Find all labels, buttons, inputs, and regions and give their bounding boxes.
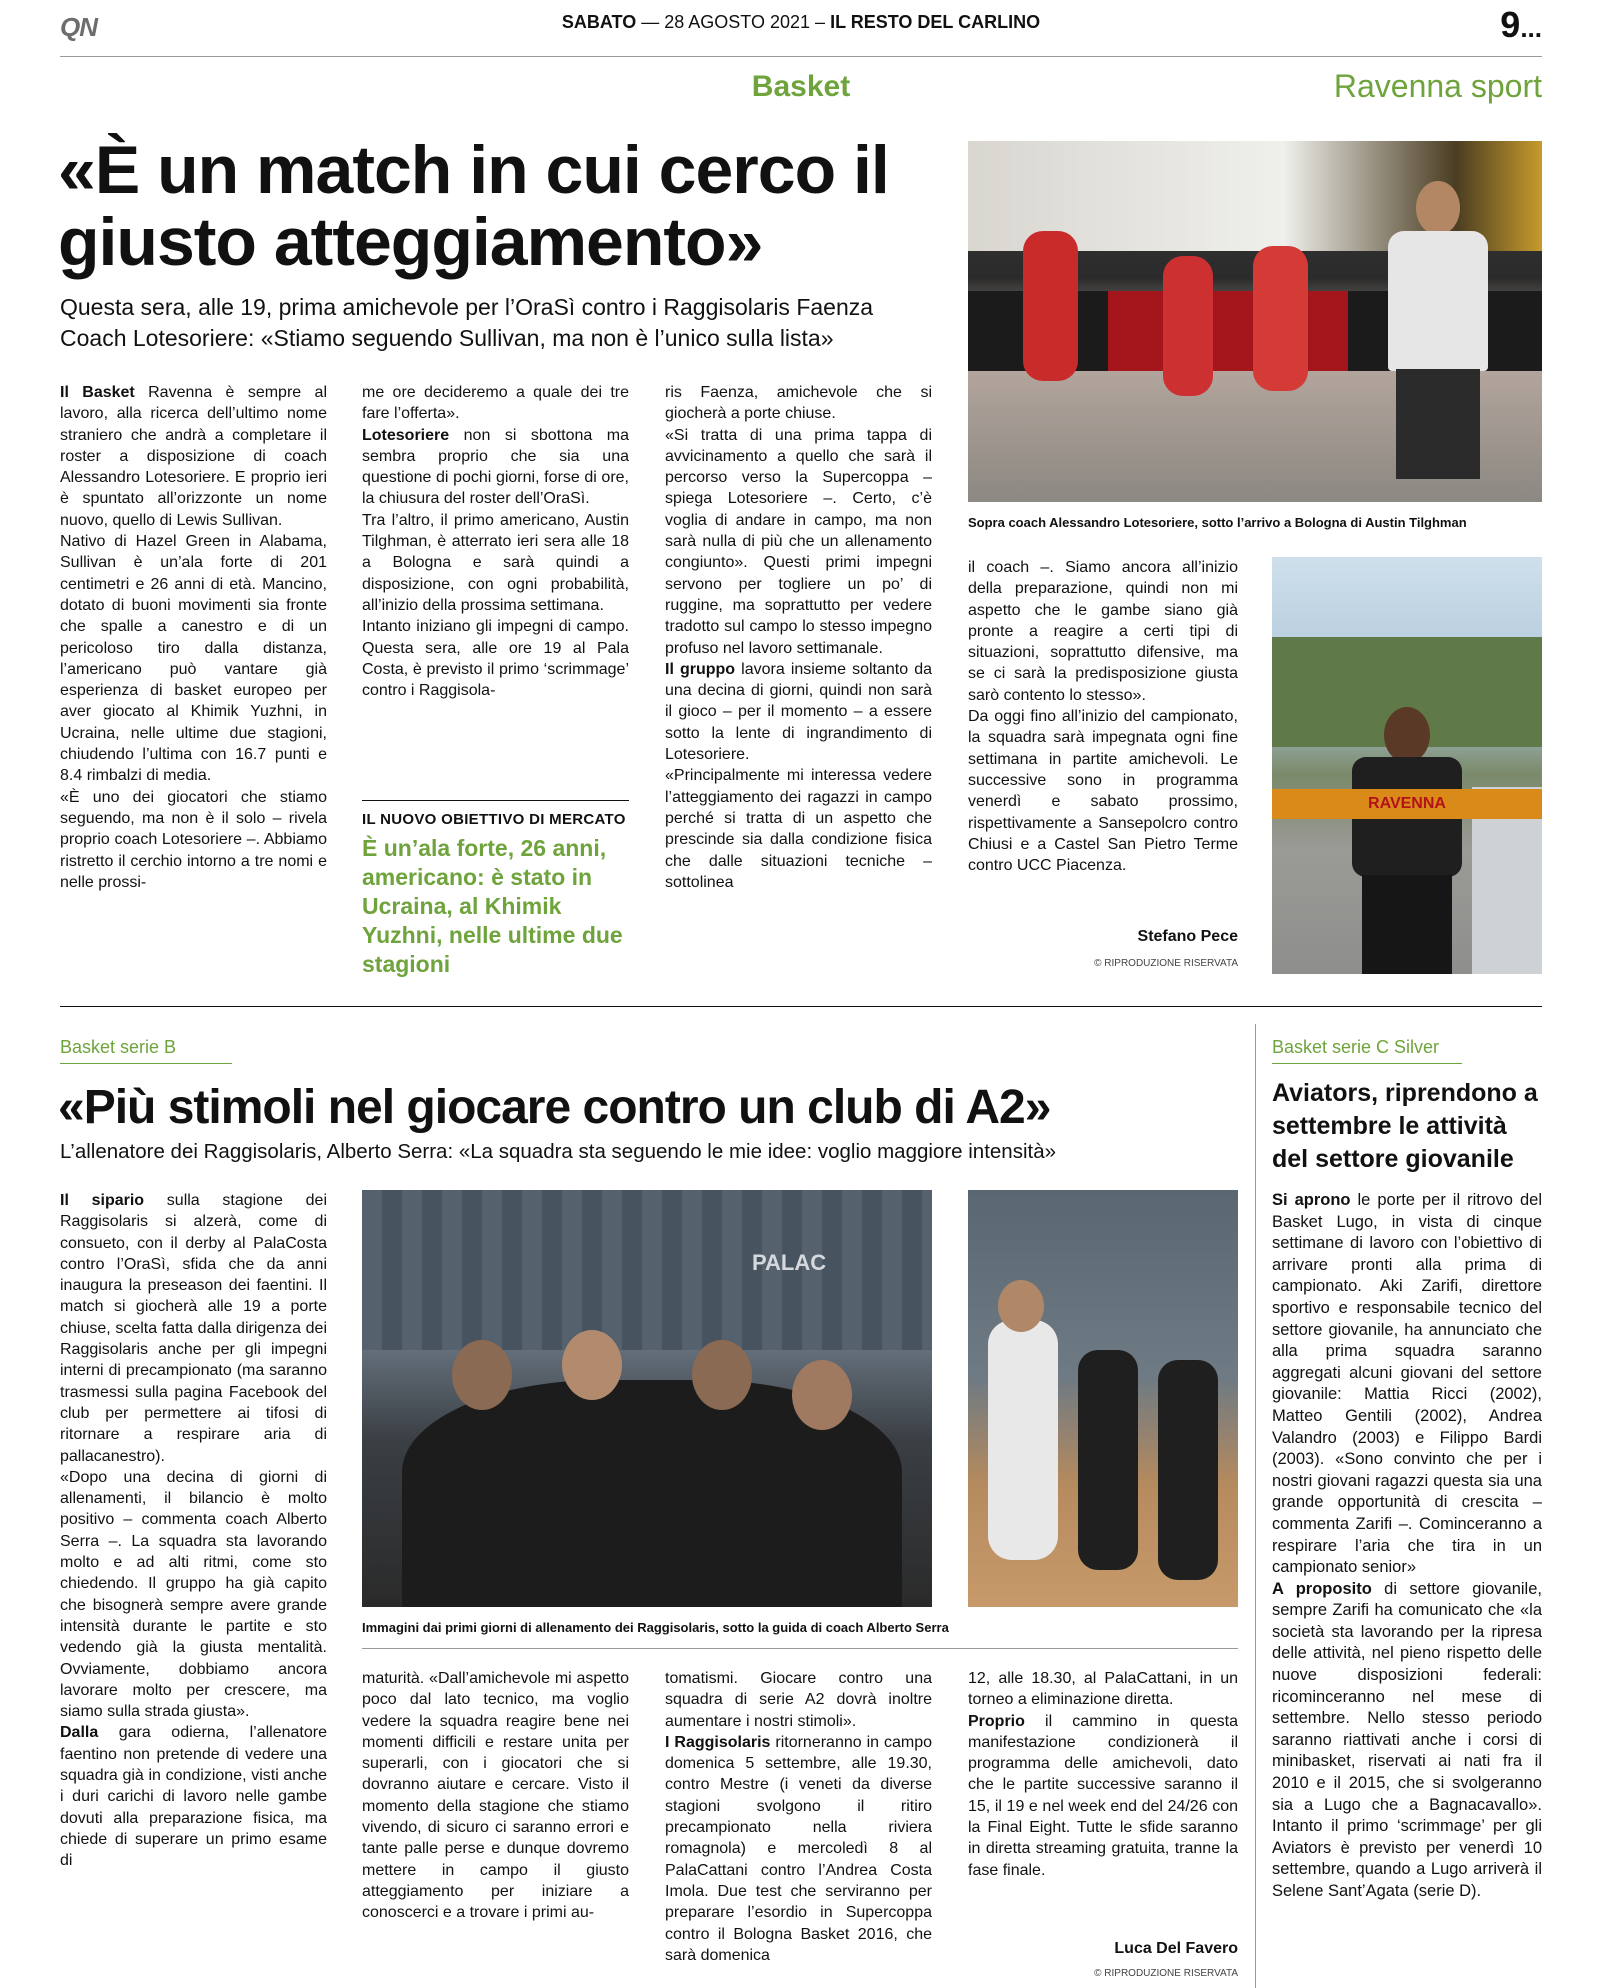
qn-logo: QN <box>60 12 97 42</box>
article1-copyright: © RIPRODUZIONE RISERVATA <box>1094 958 1238 969</box>
photo-tilghman <box>1272 557 1542 974</box>
photo-arena-text: PALAC <box>752 1250 827 1275</box>
article2-col1: Il sipario sulla stagione dei Raggisolaris si alzerà, come di consueto, con il derby al PalaCosta contro l’OraSì, sfida che da anni inaugura la preseason dei faentini. Il match si giocherà alle 19 a porte chiuse, scelta fatta dalla dirigenza dei Raggisolaris anche per gli impegni interni di precampionato (ma saranno trasmessi sulla pagina Facebook del club per permettere ai tifosi di ritornare a respirare aria di pallacanestro). «Dopo una decina di giorni di allenamenti, il bilancio è molto positivo – commenta coach Alberto Serra –. La squadra sta lavorando molto e ad alti ritmi, come sto chiedendo. Il gruppo ha già capito che bisognerà sempre avere grande intensità durante le partite e sto vedendo già la giusta mentalità. Ovviamente, dobbiamo ancora lavorare molto per crescere, ma siamo sulla strada giusta». Dalla gara odierna, l’allenatore faentino non pretende di vedere una squadra già in condizione, visti anche i duri carichi di lavoro nelle gambe dovuti alla preparazione fisica, ma chiede di superare un primo esame di <box>60 1192 327 1870</box>
article2-subhead: L’allenatore dei Raggisolaris, Alberto Serra: «La squadra sta seguendo le mie idee: voglio maggiore intensità» <box>60 1140 1057 1163</box>
photo-coach-serra <box>968 1190 1238 1607</box>
section-name: Ravenna sport <box>1333 68 1542 104</box>
sidebar-divider <box>1255 1024 1256 1988</box>
article3-headline: Aviators, riprendono a settembre le attività del settore giovanile <box>1272 1079 1538 1173</box>
article2-col2: maturità. «Dall’amichevole mi aspetto poco dal lato tecnico, ma voglio vedere la squadra reagire bene nei momenti difficili e restare unita per superarli, con i giocatori che si dovranno aiutare e cercare. Visto il momento della stagione che stiamo vivendo, di sicuro ci saranno errori e tante palle perse e dunque dovremo mettere in campo il giusto atteggiamento per iniziare a conoscerci e a trovare i primi au- <box>362 1670 629 1922</box>
article3-body: Si aprono le porte per il ritrovo del Basket Lugo, in vista di cinque settimane di lavoro con l’obiettivo di arrivare pronti alla prima di campionato. Aki Zarifi, direttore sportivo e responsabile tecnico del settore giovanile, ha annunciato che alla prima squadra saranno aggregati alcuni giovani del settore giovanile: Mattia Ricci (2002), Matteo Gentili (2002), Andrea Valandro (2003) e Filippo Bardi (2003). «Sono convinto che per i nostri giovani ragazzi questa sia una grande opportunità di crescita – commenta Zarifi –. Cominceranno a respirare l’aria che tira in un campionato senior» A proposito di settore giovanile, sempre Zarifi ha comunicato che «la società sta lavorando per la ripresa delle attività, nel pieno rispetto delle nuove disposizioni federali: ricominceranno nel mese di settembre. Nello stesso periodo saranno riattivati anche i corsi di minibasket, riservati ai nati fra il 2010 e il 2015, che si svolgeranno sia a Lugo che a Bagnacavallo». Intanto il primo ‘scrimmage’ per gli Aviators è previsto per venerdì 10 settembre, quando a Lugo arriverà il Selene Sant’Agata (serie D). <box>1272 1191 1543 1900</box>
article2-copyright: © RIPRODUZIONE RISERVATA <box>1094 1968 1238 1979</box>
photo-team-huddle <box>362 1190 932 1607</box>
page-number: 9... <box>1500 4 1542 45</box>
article2-kicker: Basket serie B <box>60 1037 177 1057</box>
market-box <box>362 800 629 975</box>
section-title: Basket <box>751 70 851 103</box>
article2-author: Luca Del Favero <box>1114 1940 1238 1957</box>
article2-col3: tomatismi. Giocare contro una squadra di serie A2 dovrà inoltre aumentare i nostri stimoli». I Raggisolaris ritorneranno in campo domenica 5 settembre, alle 19.30, contro Mestre (i veneti da diverse stagioni svolgono il ritiro precampionato nella riviera romagnola) e mercoledì 8 al PalaCattani contro l’Andrea Costa Imola. Due test che serviranno per preparare l’esordio in Supercoppa contro il Bologna Basket 2016, che sarà domenica <box>665 1670 932 1964</box>
article1-col2: me ore decideremo a quale dei tre fare l’offerta». Lotesoriere non si sbottona ma sembra proprio che sia una questione di pochi giorni, forse di ore, la chiusura del roster dell’OraSì. Tra l’altro, il primo americano, Austin Tilghman, è atterrato ieri sera alle 18 a Bologna e sarà quindi a disposizione, con ogni probabilità, all’inizio della prossima settimana. Intanto iniziano gli impegni di campo. Questa sera, alle ore 19 al Pala Costa, è previsto il primo ‘scrimmage’ contro i Raggisola- <box>362 384 629 700</box>
market-box-text: È un’ala forte, 26 anni, americano: è stato in Ucraina, al Khimik Yuzhni, nelle ultime due stagioni <box>362 835 623 977</box>
header-rule <box>60 56 1542 57</box>
photo1-caption: Sopra coach Alessandro Lotesoriere, sotto l’arrivo a Bologna di Austin Tilghman <box>968 515 1467 530</box>
article1-subhead: Questa sera, alle 19, prima amichevole per l’OraSì contro i Raggisolaris Faenza Coach Lotesoriere: «Stiamo seguendo Sullivan, ma non è l’unico sulla lista» <box>60 294 874 351</box>
article1-headline: «È un match in cui cerco il giusto atteggiamento» <box>58 132 889 280</box>
newspaper-name: IL RESTO DEL CARLINO <box>830 12 1041 32</box>
dateline: SABATO — 28 AGOSTO 2021 – IL RESTO DEL CARLINO <box>561 12 1041 32</box>
market-box-kicker: IL NUOVO OBIETTIVO DI MERCATO <box>362 811 626 828</box>
article2-headline: «Più stimoli nel giocare contro un club di A2» <box>58 1081 1051 1134</box>
photo-coach-lotesoriere <box>968 141 1542 502</box>
article1-col3: ris Faenza, amichevole che si giocherà a porte chiuse. «Si tratta di una prima tappa di avvicinamento a quello che sarà il percorso verso la Supercoppa – spiega Lotesoriere –. Certo, c’è voglia di andare in campo, ma non sarà nulla di più che un allenamento congiunto». Questi primi impegni servono per togliere un po’ di ruggine, ma soprattutto per vedere tradotto sul campo lo stesso impegno profuso nel lavoro settimanale. Il gruppo lavora insieme soltanto da una decina di giorni, quindi non sarà il gioco – per il momento – a essere sotto la lente di ingrandimento di Lotesoriere. «Principalmente mi interessa vedere l’atteggiamento dei ragazzi in campo perché si tratta di un aspetto che prescinde sia dalla condizione fisica che dalle situazioni tecniche – sottolinea <box>665 384 932 891</box>
photo-scarf-text: RAVENNA <box>1272 789 1542 819</box>
article1-col1: Il Basket Ravenna è sempre al lavoro, alla ricerca dell’ultimo nome straniero che andrà a completare il roster a disposizione di coach Alessandro Lotesoriere. E proprio ieri è spuntato all’orizzonte un nome nuovo, quello di Lewis Sullivan. Nativo di Hazel Green in Alabama, Sullivan è un’ala forte di 201 centimetri e 26 anni di età. Mancino, dotato di buoni movimenti sia fronte che spalle a canestro e di un pericoloso tiro dalla distanza, l’americano può vantare già esperienza di basket europeo per aver giocato al Khimik Yuzhni, in Ucraina, nelle ultime due stagioni, chiudendo l’ultima con 16.7 punti e 8.4 rimbalzi di media. «È uno dei giocatori che stiamo seguendo, ma non è il solo – rivela proprio coach Lotesoriere –. Abbiamo ristretto il cerchio intorno a tre nomi e nelle prossi- <box>60 384 328 891</box>
date: 28 AGOSTO 2021 <box>664 12 811 32</box>
section-divider <box>60 1006 1542 1007</box>
photo3-caption: Immagini dai primi giorni di allenamento dei Raggisolaris, sotto la guida di coach Alberto Serra <box>362 1620 949 1635</box>
day: SABATO <box>561 12 637 32</box>
article1-author: Stefano Pece <box>1137 928 1238 945</box>
article1-col4: il coach –. Siamo ancora all’inizio della preparazione, quindi non mi aspetto che le gambe siano già pronte a reagire a certi tipi di situazioni, soprattutto difensive, ma se ci sarà la predisposizione giusta sarò contento lo stesso». Da oggi fino all’inizio del campionato, la squadra sarà impegnata ogni fine settimana in partite amichevoli. Le successive sono in programma venerdì e sabato prossimo, rispettivamente a Sansepolcro contro Chiusi e a Castel San Pietro Terme contro UCC Piacenza. <box>968 559 1238 875</box>
article3-kicker: Basket serie C Silver <box>1272 1037 1440 1057</box>
article2-col4: 12, alle 18.30, al PalaCattani, in un torneo a eliminazione diretta. Proprio il cammino in questa manifestazione condizionerà il programma delle amichevoli, dato che le partite successive saranno il 15, il 19 e nel week end del 24/26 con la Final Eight. Tutte le sfide saranno in diretta streaming gratuita, tranne la fase finale. <box>968 1670 1238 1879</box>
